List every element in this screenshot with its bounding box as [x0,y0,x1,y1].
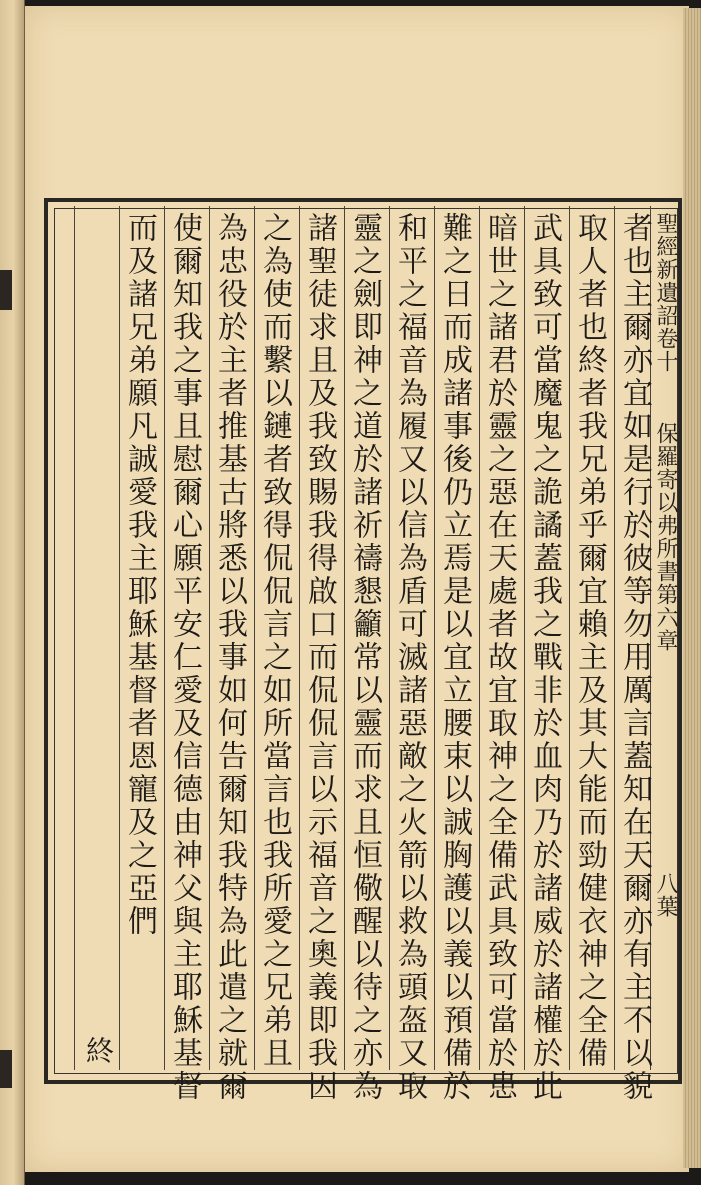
running-head-column [650,206,679,1070]
text-column: 之為使而繫以鏈者致得侃侃言之如所當言也我所愛之兄弟且 [254,206,293,1070]
text-column: 靈之劍即神之道於諸祈禱懇籲常以靈而求且恒儆醒以待之亦為 [344,206,383,1070]
text-column: 暗世之諸君於靈之惡在天處者故宜取神之全備武具致可當於患 [479,206,518,1070]
running-title: 聖經新遺詔卷十 [653,212,678,373]
chapter-title: 保羅寄以弗所書第六章 [653,422,678,652]
text-column: 為忠役於主者推基古將悉以我事如何告爾知我特為此遣之就爾 [209,206,248,1070]
text-column: 使爾知我之事且慰爾心願平安仁愛及信德由神父與主耶穌基督 [164,206,203,1070]
page-stack-edge [683,8,701,1168]
text-column: 取人者也終者我兄弟乎爾宜賴主及其大能而勁健衣神之全備 [569,206,608,1070]
leaf-number: 八葉 [653,872,678,918]
text-column: 諸聖徒求且及我致賜我得啟口而侃侃言以示福音之奧義即我因 [299,206,338,1070]
binding-mark [0,1050,12,1088]
text-column: 而及諸兄弟願凡誠愛我主耶穌基督者恩寵及之亞們 [119,206,158,1070]
left-page-edge [0,0,25,1185]
text-column-end [74,206,113,1070]
text-column: 難之日而成諸事後仍立焉是以宜立腰束以誠胸護以義以預備於 [434,206,473,1070]
text-column: 武具致可當魔鬼之詭譎蓋我之戰非於血肉乃於諸威於諸權於此 [524,206,563,1070]
end-mark: 終 [82,1036,115,1064]
binding-mark [0,270,12,310]
text-column: 者也主爾亦宜如是行於彼等勿用厲言蓋知在天爾亦有主不以貌 [614,206,653,1070]
text-column: 和平之福音為履又以信為盾可滅諸惡敵之火箭以救為頭盔又取 [389,206,428,1070]
